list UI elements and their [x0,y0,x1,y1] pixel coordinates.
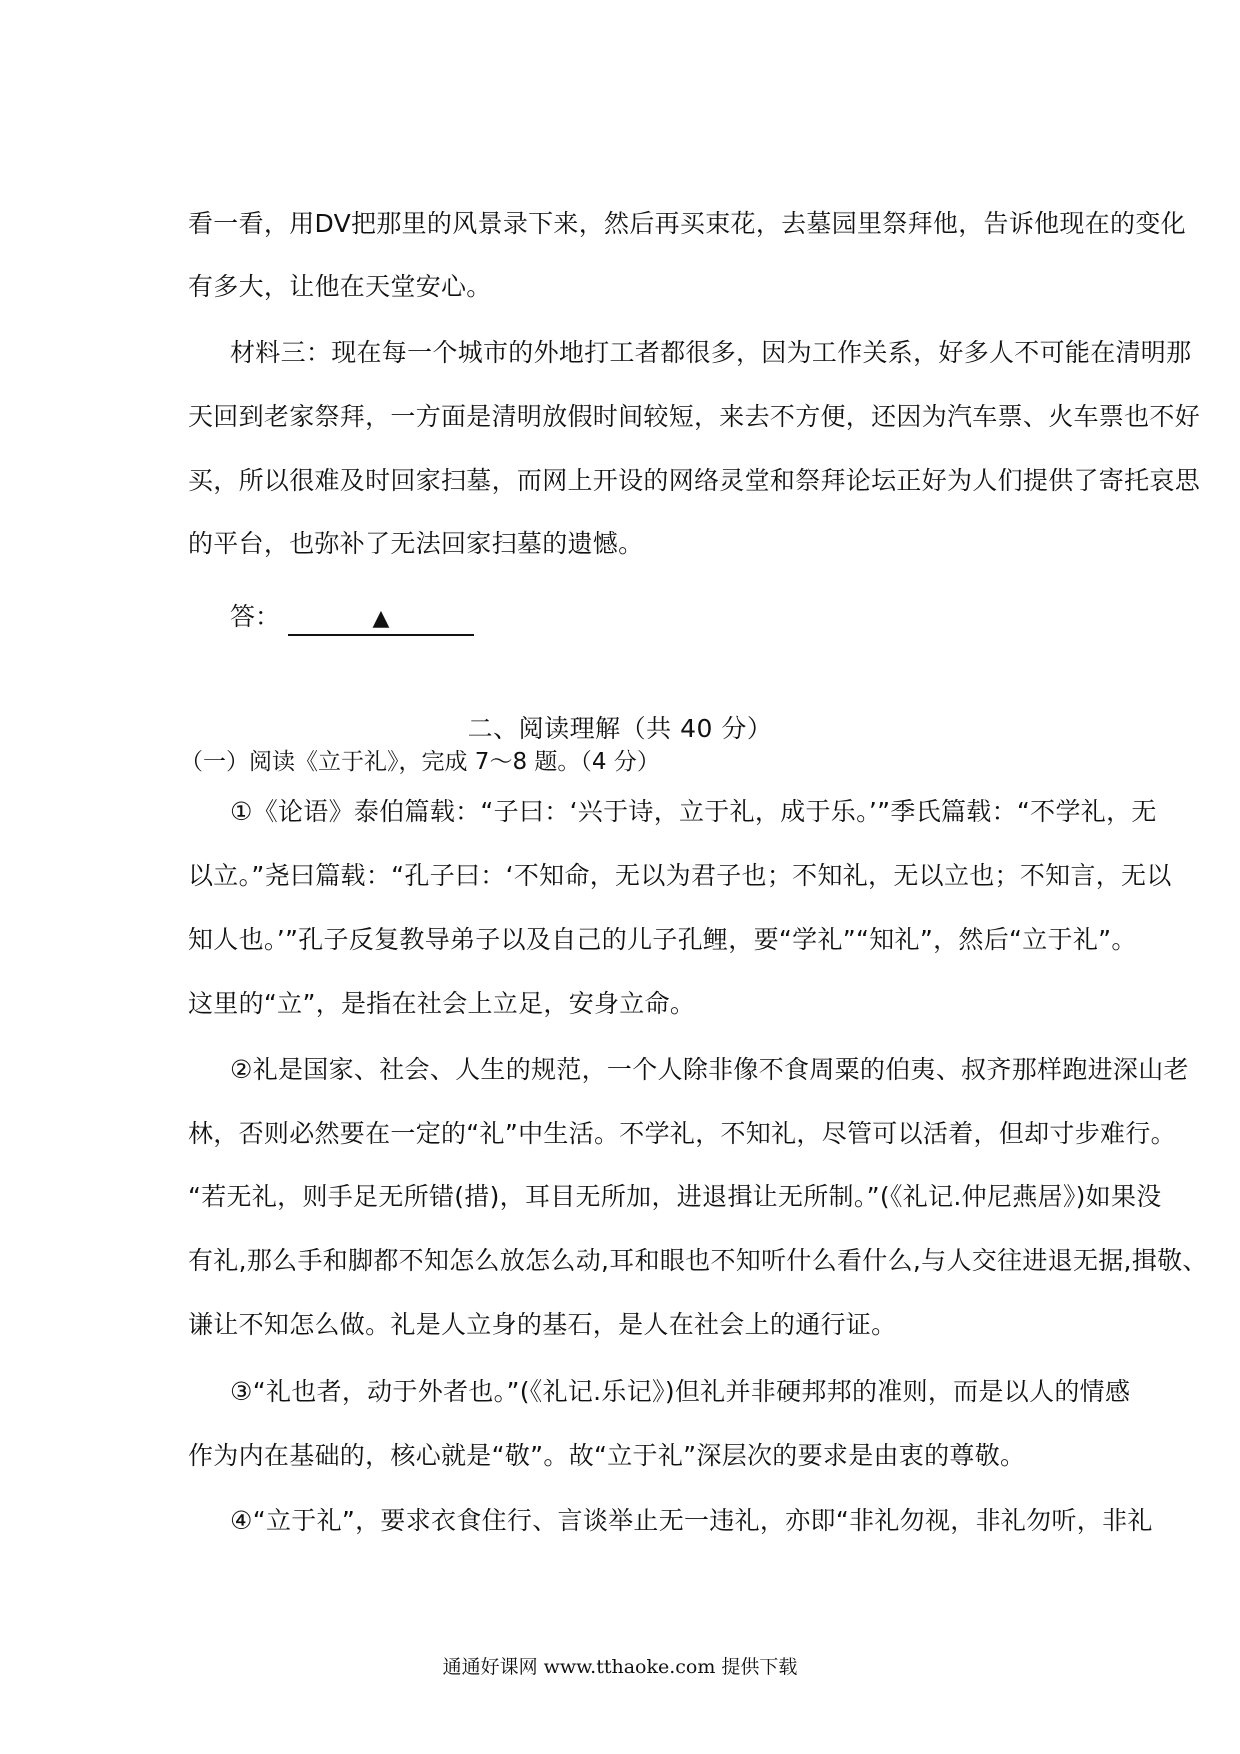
page-footer: 通通好课网 www.tthaoke.com 提供下载 [442,1656,798,1678]
paragraph-2-line-5: 谦让不知怎么做。礼是人立身的基石，是人在社会上的通行证。 [188,1310,897,1339]
answer-label: 答： [230,602,281,631]
paragraph-1-line-1: ①《论语》泰伯篇载：“子曰：‘兴于诗，立于礼，成于乐。’”季氏篇载：“不学礼，无 [230,797,1157,826]
answer-line [230,600,474,636]
material-two-line-1: 看一看，用DV把那里的风景录下来，然后再买束花，去墓园里祭拜他，告诉他现在的变化 [188,209,1186,238]
paragraph-1-line-2: 以立。”尧曰篇载：“孔子曰：‘不知命，无以为君子也；不知礼，无以立也；不知言，无以 [188,861,1172,890]
paragraph-2-line-3: “若无礼，则手足无所错(措)，耳目无所加，进退揖让无所制。”(《礼记.仲尼燕居》)如果没 [188,1182,1162,1211]
paragraph-3-line-1: ③“礼也者，动于外者也。”(《礼记.乐记》)但礼并非硬邦邦的准则，而是以人的情感 [230,1377,1131,1406]
material-three-line-4: 的平台，也弥补了无法回家扫墓的遗憾。 [188,529,644,558]
paragraph-4-line-1: ④“立于礼”，要求衣食住行、言谈举止无一违礼，亦即“非礼勿视，非礼勿听，非礼 [230,1506,1153,1535]
material-three-line-2: 天回到老家祭拜，一方面是清明放假时间较短，来去不方便，还因为汽车票、火车票也不好 [188,402,1201,431]
material-three-line-3: 买，所以很难及时回家扫墓，而网上开设的网络灵堂和祭拜论坛正好为人们提供了寄托哀思 [188,466,1201,495]
section-title: 二、阅读理解（共 40 分） [467,714,773,743]
paragraph-1-line-3: 知人也。’”孔子反复教导弟子以及自己的儿子孔鲤，要“学礼”“知礼”，然后“立于礼”。 [188,925,1137,954]
section-subtitle: （一）阅读《立于礼》，完成 7～8 题。（4 分） [180,749,660,775]
paragraph-2-line-1: ②礼是国家、社会、人生的规范，一个人除非像不食周粟的伯夷、叔齐那样跑进深山老 [230,1055,1189,1084]
material-two-line-2: 有多大，让他在天堂安心。 [188,272,492,301]
answer-blank[interactable] [288,604,474,636]
paragraph-1-line-4: 这里的“立”，是指在社会上立足，安身立命。 [188,989,696,1018]
paragraph-3-line-2: 作为内在基础的，核心就是“敬”。故“立于礼”深层次的要求是由衷的尊敬。 [188,1441,1026,1470]
paragraph-2-line-4: 有礼,那么手和脚都不知怎么放怎么动,耳和眼也不知听什么看什么,与人交往进退无据,揖敬、 [188,1246,1208,1275]
triangle-icon: ▲ [372,606,390,631]
material-three-line-1: 材料三：现在每一个城市的外地打工者都很多，因为工作关系，好多人不可能在清明那 [230,338,1192,367]
paragraph-2-line-2: 林，否则必然要在一定的“礼”中生活。不学礼，不知礼，尽管可以活着，但却寸步难行。 [188,1119,1176,1148]
